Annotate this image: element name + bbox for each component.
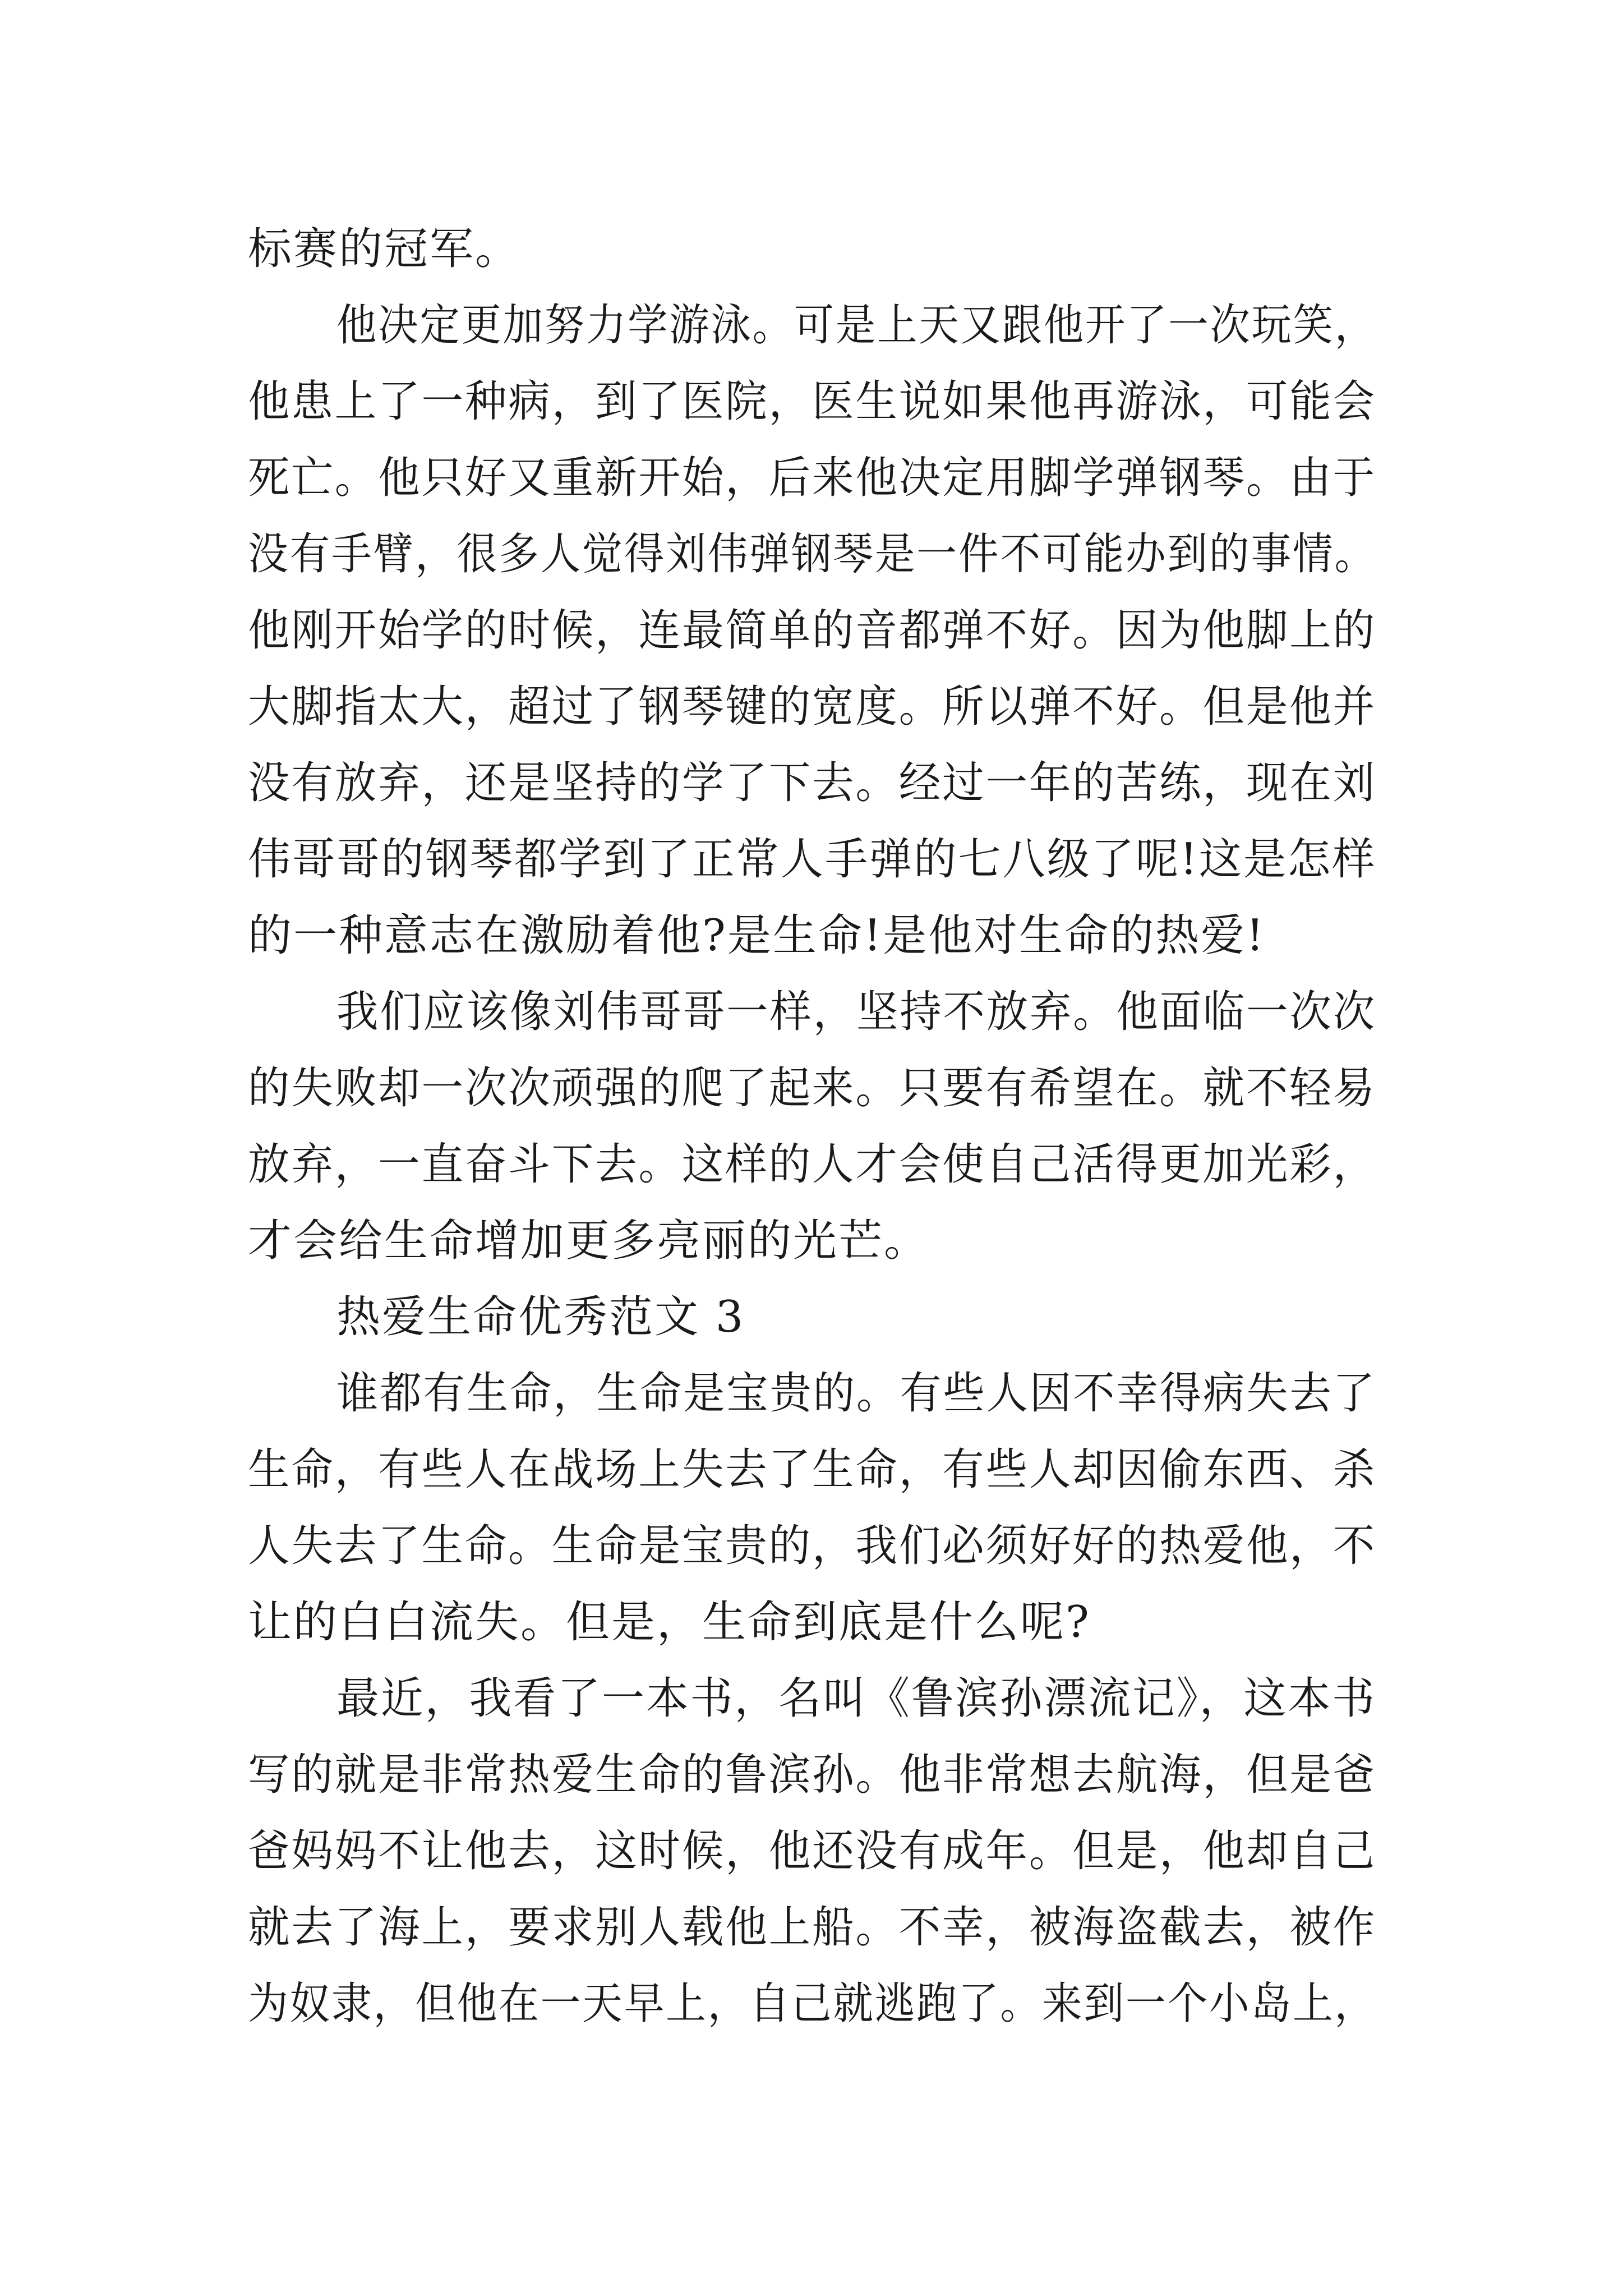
text-line: 他决定更加努力学游泳。可是上天又跟他开了一次玩笑， xyxy=(336,300,1377,351)
section-heading: 热爱生命优秀范文 3 xyxy=(336,1292,745,1342)
text-line: 伟哥哥的钢琴都学到了正常人手弹的七八级了呢!这是怎样 xyxy=(248,834,1377,885)
text-line: 没有手臂，很多人觉得刘伟弹钢琴是一件不可能办到的事情。 xyxy=(248,529,1377,579)
text-line: 他刚开始学的时候，连最简单的音都弹不好。因为他脚上的 xyxy=(248,605,1377,656)
text-line: 最近，我看了一本书，名叫《鲁滨孙漂流记》，这本书 xyxy=(336,1673,1377,1724)
text-line: 大脚指太大，超过了钢琴键的宽度。所以弹不好。但是他并 xyxy=(248,682,1377,732)
text-line: 就去了海上，要求别人载他上船。不幸，被海盗截去，被作 xyxy=(248,1902,1377,1953)
text-line: 死亡。他只好又重新开始，后来他决定用脚学弹钢琴。由于 xyxy=(248,453,1377,503)
text-line: 为奴隶，但他在一天早上，自己就逃跑了。来到一个小岛上， xyxy=(248,1978,1377,2029)
text-line: 人失去了生命。生命是宝贵的，我们必须好好的热爱他，不 xyxy=(248,1521,1377,1571)
text-line: 放弃，一直奋斗下去。这样的人才会使自己活得更加光彩， xyxy=(248,1139,1377,1190)
text-line: 标赛的冠军。 xyxy=(248,224,521,274)
text-line: 的一种意志在激励着他?是生命!是他对生命的热爱! xyxy=(248,910,1266,961)
text-line: 谁都有生命，生命是宝贵的。有些人因不幸得病失去了 xyxy=(336,1368,1377,1419)
text-line: 没有放弃，还是坚持的学了下去。经过一年的苦练，现在刘 xyxy=(248,758,1377,808)
text-line: 我们应该像刘伟哥哥一样，坚持不放弃。他面临一次次 xyxy=(336,987,1377,1037)
text-line: 爸妈妈不让他去，这时候，他还没有成年。但是，他却自己 xyxy=(248,1826,1377,1876)
text-line: 写的就是非常热爱生命的鲁滨孙。他非常想去航海，但是爸 xyxy=(248,1750,1377,1800)
text-line: 让的白白流失。但是，生命到底是什么呢? xyxy=(248,1597,1091,1648)
text-line: 才会给生命增加更多亮丽的光芒。 xyxy=(248,1216,930,1266)
text-line: 他患上了一种病，到了医院，医生说如果他再游泳，可能会 xyxy=(248,376,1377,427)
text-line: 生命，有些人在战场上失去了生命，有些人却因偷东西、杀 xyxy=(248,1444,1377,1495)
text-line: 的失败却一次次顽强的爬了起来。只要有希望在。就不轻易 xyxy=(248,1063,1377,1114)
